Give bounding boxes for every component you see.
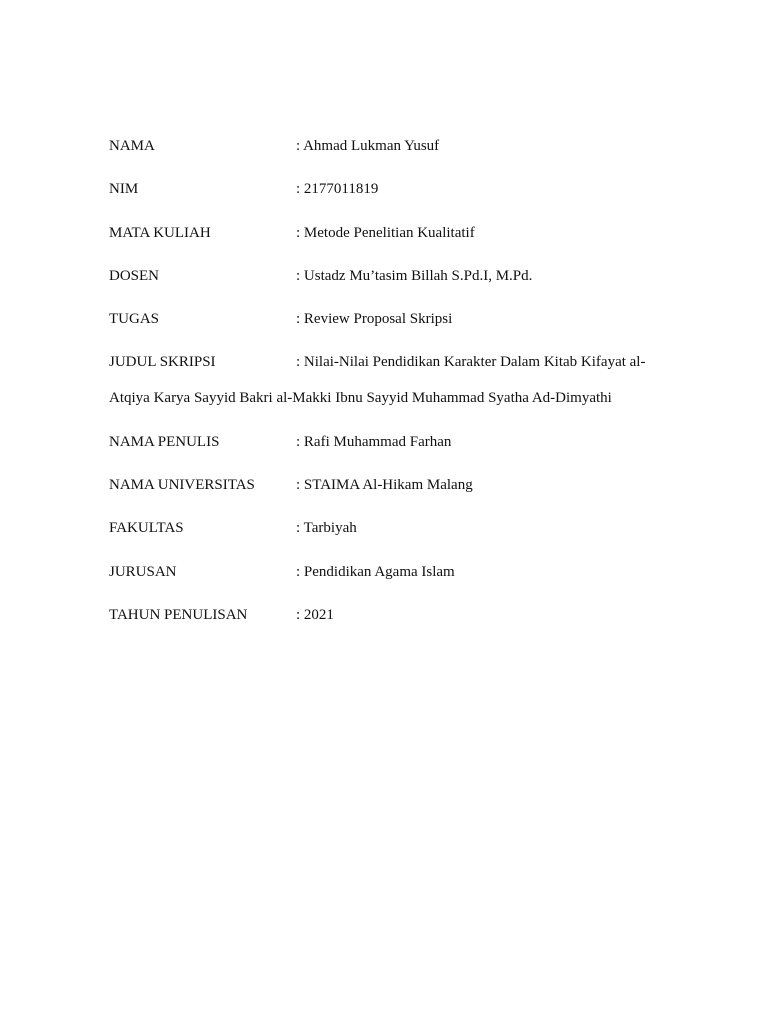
field-label: FAKULTAS [109, 520, 184, 537]
field-value: : Ustadz Mu’tasim Billah S.Pd.I, M.Pd. [296, 267, 533, 284]
field-label: DOSEN [109, 267, 160, 284]
field-value: : 2177011819 [296, 181, 379, 198]
field-label: TAHUN PENULISAN [109, 606, 248, 623]
field-row-fakultas [109, 518, 669, 538]
field-value: : STAIMA Al-Hikam Malang [296, 477, 473, 494]
field-row-nama-universitas [109, 475, 669, 495]
field-value: : Review Proposal Skripsi [296, 311, 453, 328]
field-value-line2: Atqiya Karya Sayyid Bakri al-Makki Ibnu Sayyid Muhammad Syatha Ad-Dimyathi [109, 390, 612, 407]
field-label: JUDUL SKRIPSI [109, 354, 216, 371]
field-value-line1: : Nilai-Nilai Pendidikan Karakter Dalam Kitab Kifayat al- [296, 354, 646, 371]
field-row-nim [109, 179, 669, 199]
field-row-mata-kuliah [109, 223, 669, 243]
field-label: NIM [109, 181, 139, 198]
field-value: : Tarbiyah [296, 520, 357, 537]
field-value: : Ahmad Lukman Yusuf [296, 138, 440, 154]
field-row-jurusan [109, 562, 669, 582]
field-value: : 2021 [296, 606, 334, 623]
field-row-nama-penulis [109, 432, 669, 452]
field-label: NAMA PENULIS [109, 433, 220, 450]
field-row-judul-skripsi [109, 352, 669, 408]
field-row-dosen [109, 266, 669, 286]
field-label: NAMA [109, 138, 155, 154]
field-label: JURUSAN [109, 563, 177, 580]
field-label: MATA KULIAH [109, 224, 211, 241]
identity-list [109, 136, 669, 648]
field-label: NAMA UNIVERSITAS [109, 477, 255, 494]
field-value: : Rafi Muhammad Farhan [296, 433, 452, 450]
field-row-tahun-penulisan [109, 605, 669, 625]
field-row-tugas [109, 309, 669, 329]
field-value: : Pendidikan Agama Islam [296, 563, 455, 580]
field-row-nama [109, 136, 669, 156]
field-label: TUGAS [109, 311, 160, 328]
field-value: : Metode Penelitian Kualitatif [296, 224, 475, 241]
